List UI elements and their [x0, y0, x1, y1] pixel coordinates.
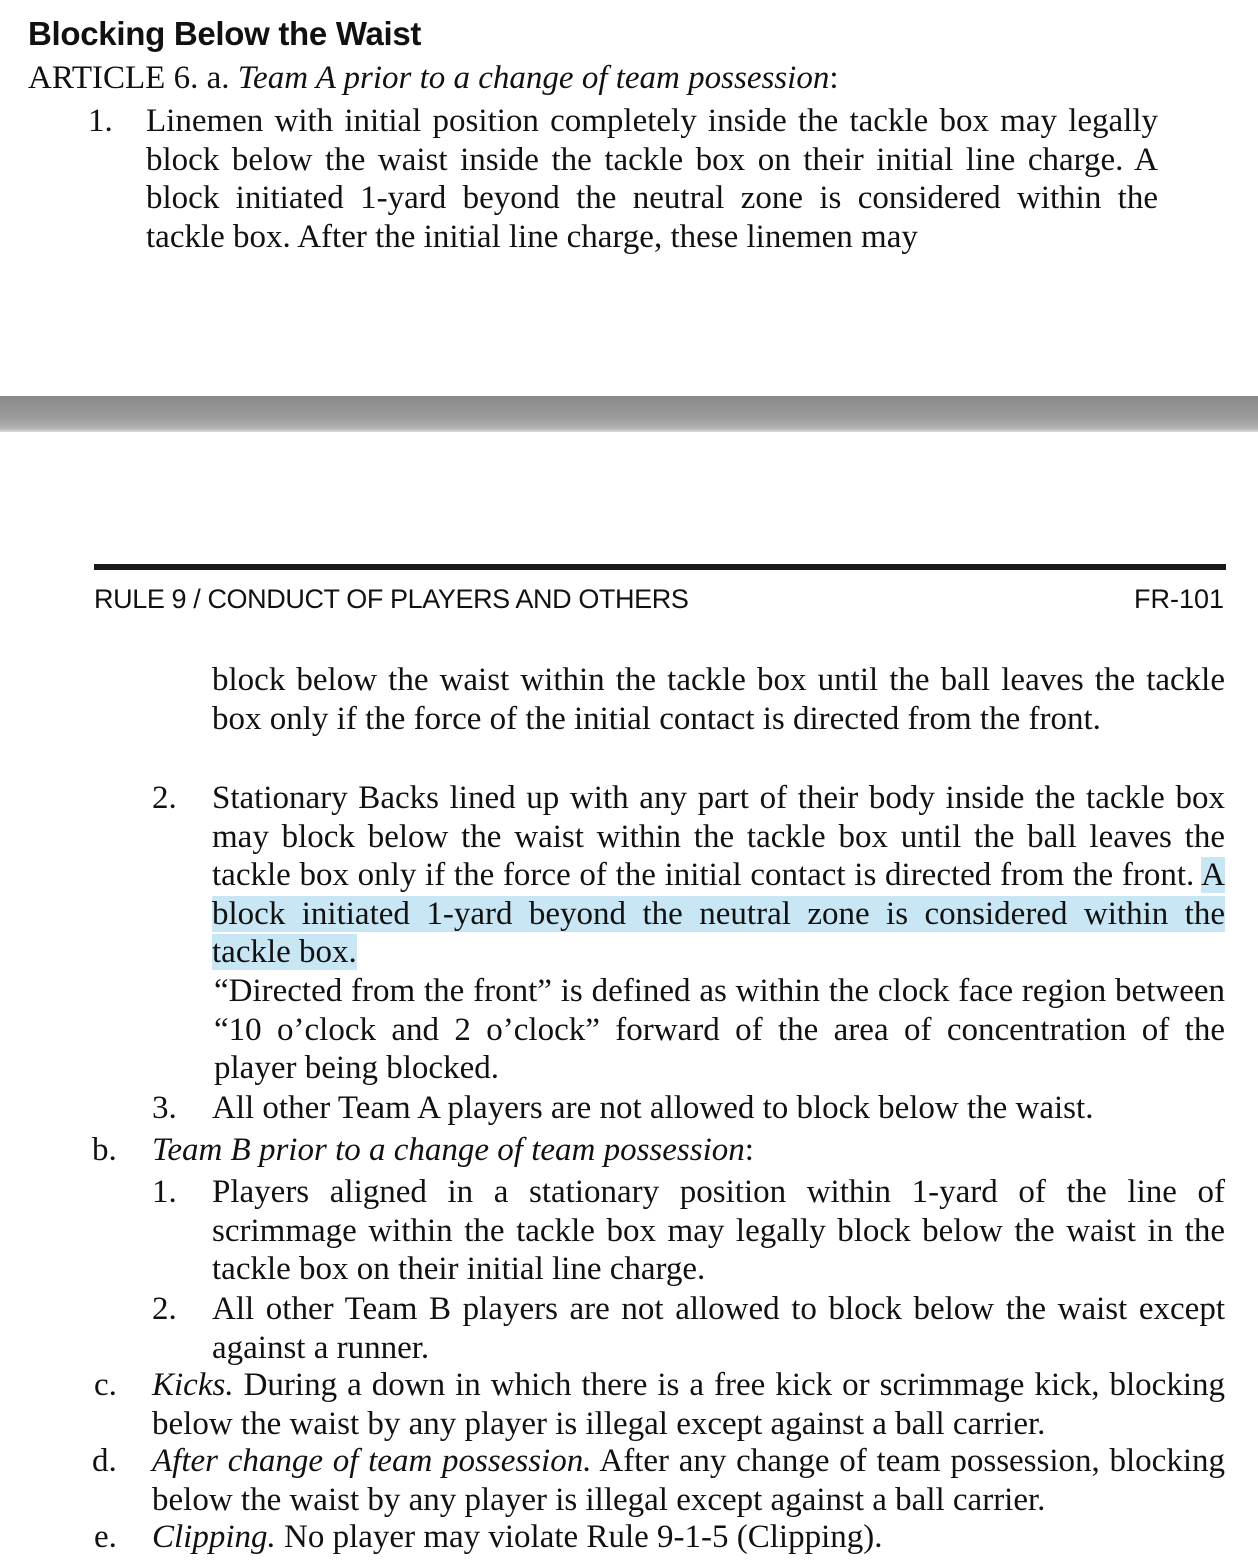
b-title-italic: Team B prior to a change of team possession: [152, 1132, 745, 1168]
e-body: No player may violate Rule 9-1-5 (Clipping).: [275, 1519, 883, 1555]
highlighted-text: A block initiated 1-yard beyond the neutral zone is considered within the tackle box.: [212, 857, 1225, 970]
b1-number: 1.: [152, 1174, 177, 1210]
header-rule: [94, 564, 1226, 570]
c-title: Kicks.: [152, 1367, 234, 1403]
a3-text: All other Team A players are not allowed to block below the waist.: [212, 1090, 1094, 1126]
a1-continuation: block below the waist within the tackle box until the ball leaves the tackle box only if the force of the initial contact is directed from the front.: [212, 662, 1225, 737]
b1-text: Players aligned in a stationary position within 1-yard of the line of scrimmage within the tackle box may legally block below the waist in the tackle box on their initial line charge.: [212, 1174, 1225, 1287]
a3-number: 3.: [152, 1090, 177, 1126]
b2-text: All other Team B players are not allowed to block below the waist except against a runner.: [212, 1291, 1225, 1366]
article-line: [28, 58, 839, 98]
c-body: During a down in which there is a free kick or scrimmage kick, blocking below the waist by any player is illegal except against a ball carrier.: [152, 1367, 1225, 1442]
a2-text-plain: Stationary Backs lined up with any part of their body inside the tackle box may block below the waist within the tackle box until the ball leaves the tackle box only if the force of the initial contact is directed from the front.: [212, 780, 1225, 893]
article-colon: :: [829, 60, 839, 96]
section-heading: Blocking Below the Waist: [28, 15, 422, 52]
e-letter: e.: [94, 1519, 117, 1555]
d-letter: d.: [92, 1443, 117, 1479]
directed-definition: “Directed from the front” is defined as within the clock face region between “10 o’clock and 2 o’clock” forward of the area of concentration of the player being blocked.: [214, 973, 1225, 1086]
article-label: ARTICLE 6. a.: [28, 60, 238, 96]
running-head: RULE 9 / CONDUCT OF PLAYERS AND OTHERS: [94, 584, 689, 614]
b-title: [152, 1131, 1225, 1170]
e-title: Clipping.: [152, 1519, 276, 1555]
b-colon: :: [744, 1132, 754, 1168]
a1-linemen-text: Linemen with initial position completely inside the tackle box may legally block below the waist inside the tackle box on their initial line charge. A block initiated 1-yard beyond the neutral zone is considered within the tackle box. After the initial line charge, these linemen may: [146, 103, 1158, 255]
page-separator: [0, 396, 1258, 432]
b-letter: b.: [92, 1132, 117, 1168]
b2-number: 2.: [152, 1291, 177, 1327]
article-title: Team A prior to a change of team possession: [237, 60, 830, 96]
d-text: [152, 1442, 1225, 1519]
page-number: FR-101: [1133, 584, 1224, 614]
d-body: After any change of team possession, blocking below the waist by any player is illegal except against a ball carrier.: [152, 1443, 1225, 1518]
c-letter: c.: [94, 1367, 117, 1403]
d-title: After change of team possession.: [152, 1443, 592, 1479]
a2-text: [212, 779, 1225, 972]
item-number: 1.: [88, 103, 113, 139]
e-text: [152, 1518, 1225, 1557]
c-text: [152, 1366, 1225, 1443]
a2-number: 2.: [152, 780, 177, 816]
